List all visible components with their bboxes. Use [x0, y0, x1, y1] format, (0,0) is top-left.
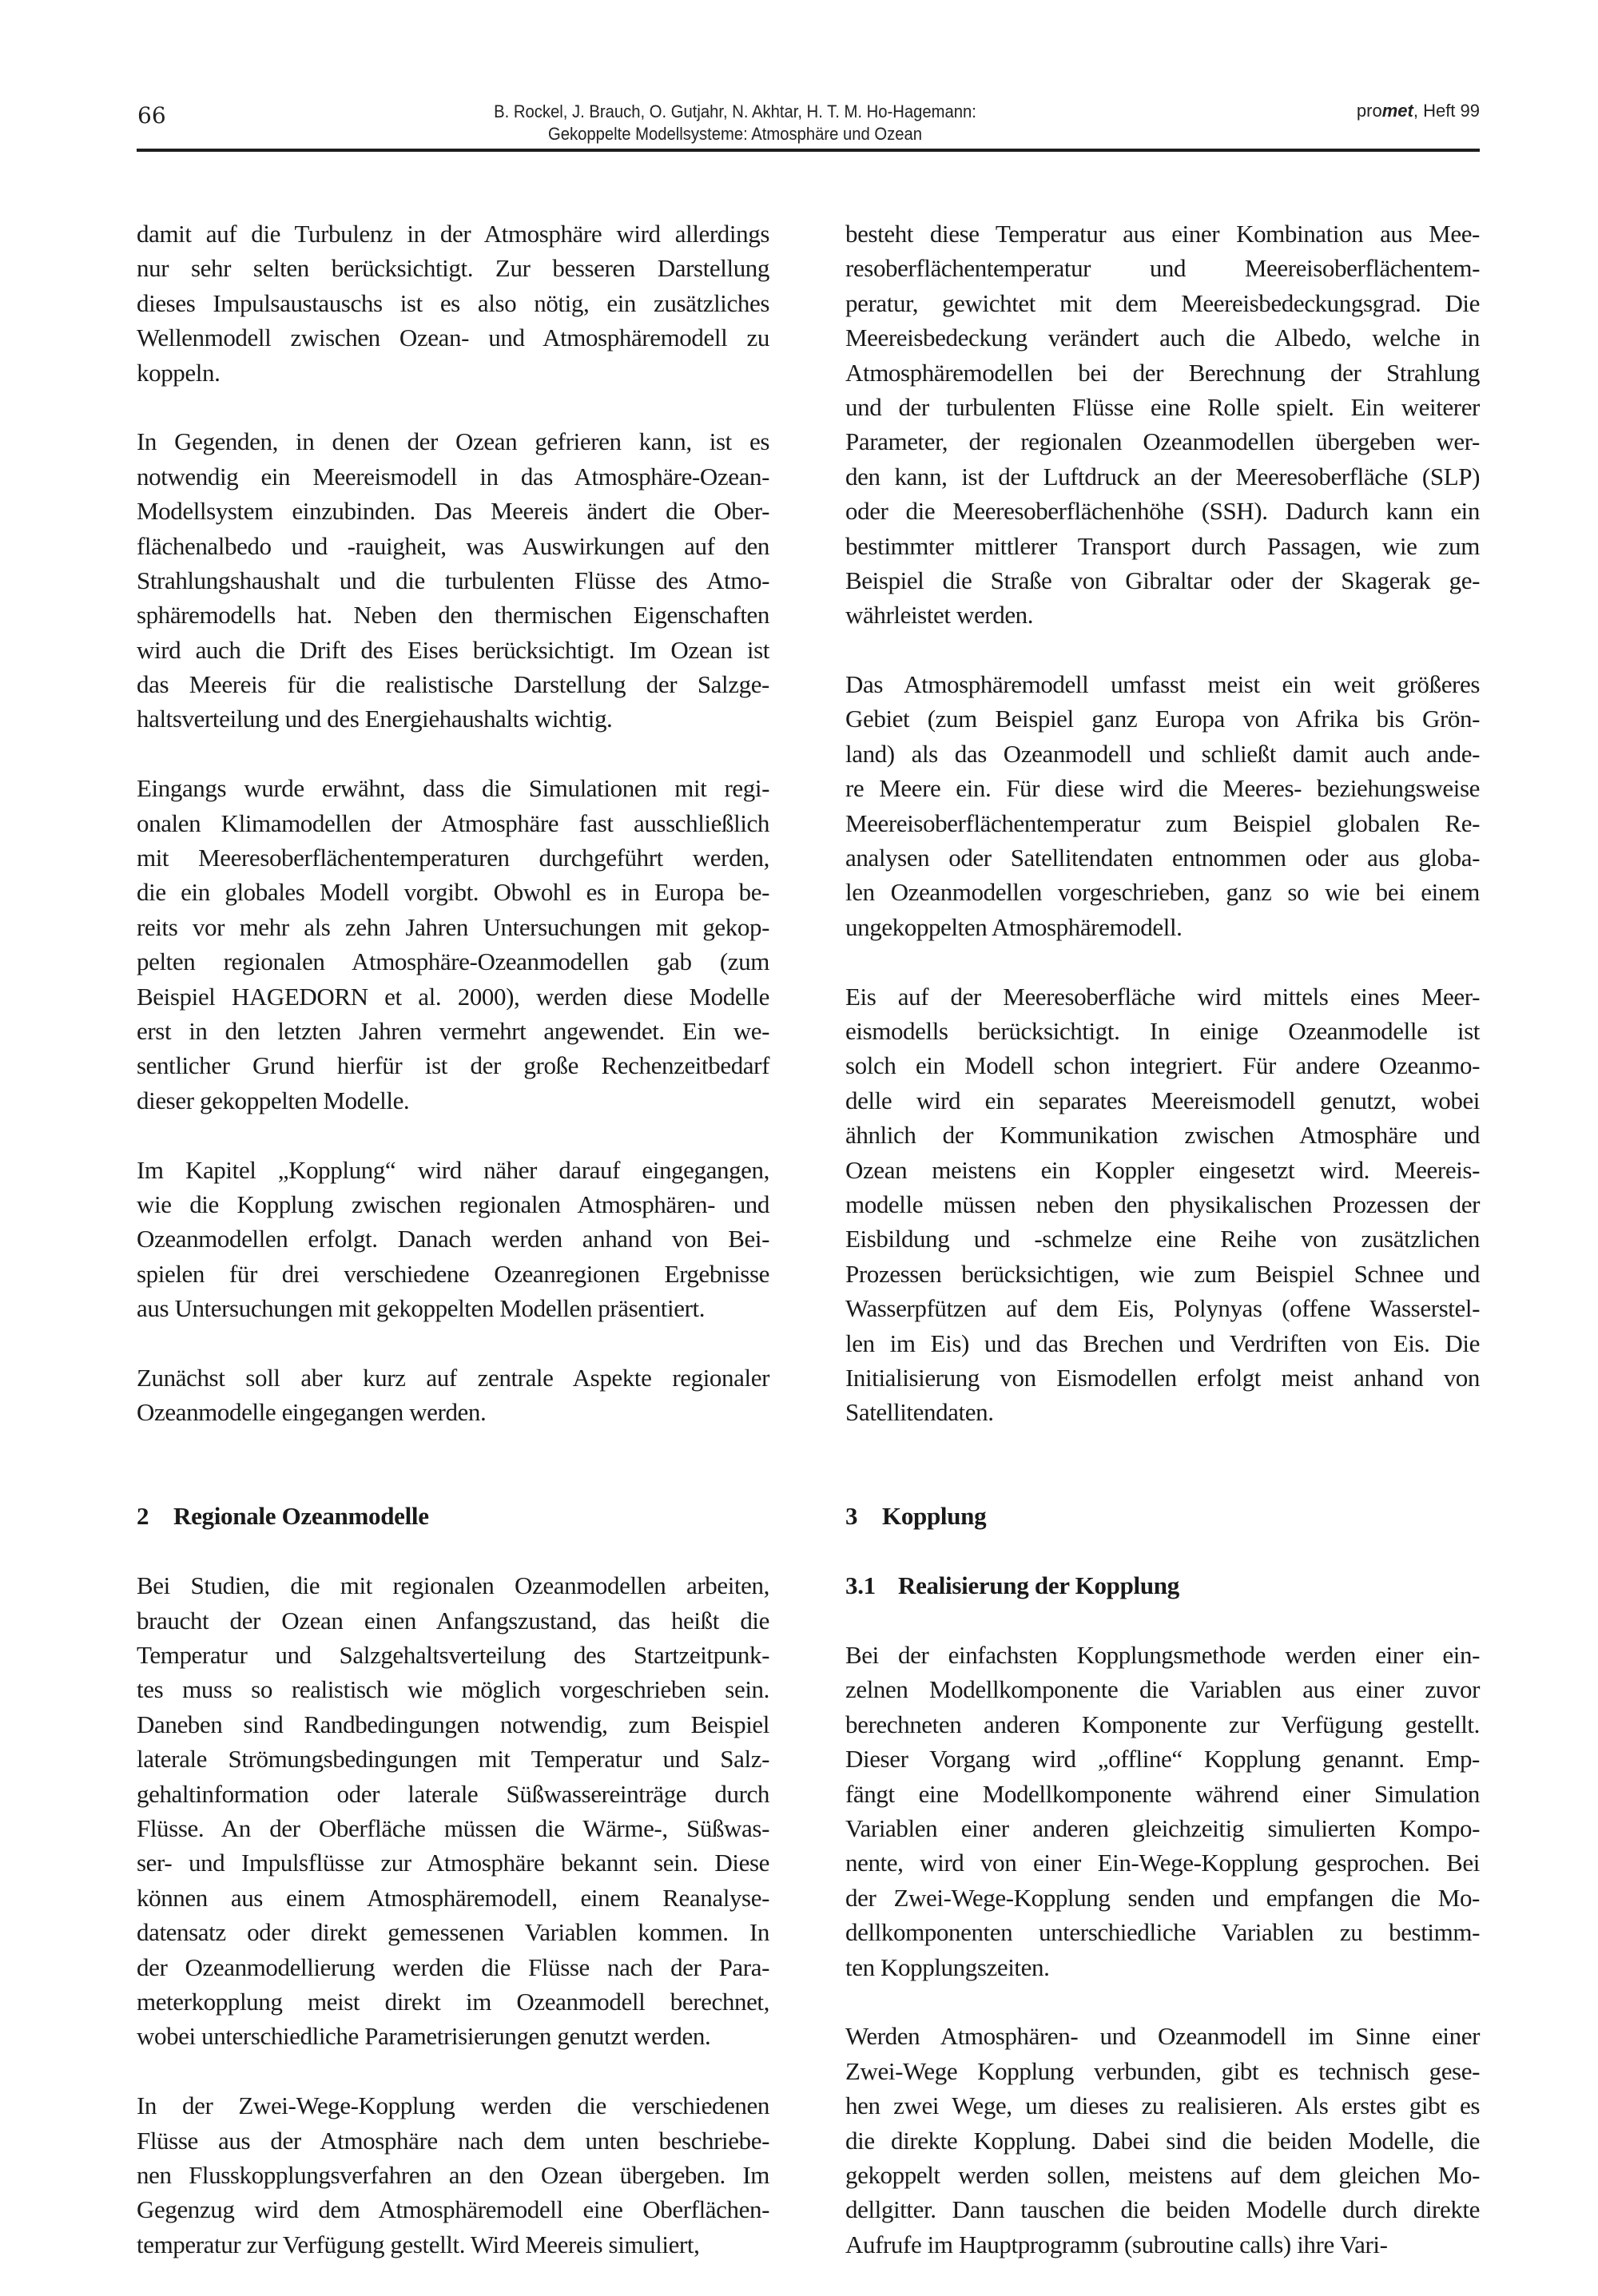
- text-line: laterale Strömungsbedingungen mit Temperatur und Salz-: [137, 1745, 769, 1774]
- text-line: wird auch die Drift des Eises berücksichtigt. Im Ozean ist: [137, 635, 769, 664]
- journal-suffix: , Heft 99: [1413, 101, 1480, 121]
- text-line: analysen oder Satellitendaten entnommen oder aus globa-: [845, 844, 1480, 872]
- text-line: Temperatur und Salzgehaltsverteilung des Startzeitpunk-: [137, 1641, 769, 1670]
- text-line: Meereisoberflächentemperatur zum Beispiel globalen Re-: [845, 808, 1480, 837]
- text-line: berechneten anderen Komponente zur Verfügung gestellt.: [845, 1710, 1480, 1738]
- text-line: Gebiet (zum Beispiel ganz Europa von Afrika bis Grön-: [845, 705, 1480, 733]
- text-line: resoberflächentemperatur und Meereisoberflächentem-: [845, 254, 1480, 283]
- text-line: können aus einem Atmosphäremodell, einem Reanalyse-: [137, 1883, 769, 1912]
- journal-emphasis: met: [1381, 101, 1413, 121]
- text-line: reits vor mehr als zehn Jahren Untersuchungen mit gekop-: [137, 912, 769, 941]
- text-line: koppeln.: [137, 358, 221, 387]
- text-line: oder die Meeresoberflächenhöhe (SSH). Dadurch kann ein: [845, 497, 1480, 526]
- text-line: In der Zwei-Wege-Kopplung werden die verschiedenen: [137, 2091, 769, 2120]
- text-line: damit auf die Turbulenz in der Atmosphäre wird allerdings: [137, 220, 769, 248]
- text-line: Aufrufe im Hauptprogramm (subroutine calls) ihre Vari-: [845, 2230, 1388, 2258]
- text-line: Eis auf der Meeresoberfläche wird mittels eines Meer-: [845, 982, 1480, 1011]
- text-line: Parameter, der regionalen Ozeanmodellen übergeben wer-: [845, 427, 1480, 456]
- text-line: der Zwei-Wege-Kopplung senden und empfangen die Mo-: [845, 1883, 1480, 1912]
- text-line: ähnlich der Kommunikation zwischen Atmosphäre und: [845, 1121, 1480, 1150]
- journal-issue: [1357, 101, 1480, 121]
- text-line: temperatur zur Verfügung gestellt. Wird Meereis simuliert,: [137, 2230, 700, 2258]
- text-line: Variablen einer anderen gleichzeitig simulierten Kompo-: [845, 1813, 1480, 1842]
- subsection-title: Realisierung der Kopplung: [898, 1571, 1179, 1600]
- text-line: Zwei-Wege Kopplung verbunden, gibt es technisch gese-: [845, 2056, 1480, 2085]
- text-line: Werden Atmosphären- und Ozeanmodell im Sinne einer: [845, 2022, 1480, 2051]
- text-line: Atmosphäremodellen bei der Berechnung der Strahlung: [845, 358, 1480, 387]
- text-line: Wellenmodell zwischen Ozean- und Atmosphäremodell zu: [137, 324, 769, 352]
- text-line: Bei der einfachsten Kopplungsmethode werden einer ein-: [845, 1641, 1480, 1670]
- text-line: und der turbulenten Flüsse eine Rolle spielt. Ein weiterer: [845, 392, 1480, 421]
- text-line: mit Meeresoberflächentemperaturen durchgeführt werden,: [137, 844, 769, 872]
- text-line: ser- und Impulsflüsse zur Atmosphäre bekannt sein. Diese: [137, 1849, 769, 1877]
- text-line: ten Kopplungszeiten.: [845, 1952, 1050, 1981]
- text-line: zelnen Modellkomponente die Variablen aus einer zuvor: [845, 1675, 1480, 1704]
- text-line: solch ein Modell schon integriert. Für andere Ozeanmo-: [845, 1051, 1480, 1080]
- text-line: das Meereis für die realistische Darstellung der Salzge-: [137, 670, 769, 699]
- paragraph: [137, 1361, 769, 1430]
- text-line: datensatz oder direkt gemessenen Variablen kommen. In: [137, 1918, 769, 1947]
- text-line: Satellitendaten.: [845, 1398, 994, 1427]
- section-number: 2: [137, 1502, 149, 1531]
- section-number: 3: [845, 1502, 858, 1531]
- text-line: die direkte Kopplung. Dabei sind die beiden Modelle, die: [845, 2126, 1480, 2155]
- paragraph: [137, 1568, 769, 2053]
- text-line: dieses Impulsaustauschs ist es also nötig, ein zusätzliches: [137, 288, 769, 317]
- text-line: den kann, ist der Luftdruck an der Meeresoberfläche (SLP): [845, 462, 1480, 491]
- paragraph: [845, 1638, 1480, 1984]
- running-head-authors: B. Rockel, J. Brauch, O. Gutjahr, N. Akhtar, H. T. M. Ho-Hagemann:: [494, 101, 976, 121]
- text-line: delle wird ein separates Meereismodell genutzt, wobei: [845, 1086, 1480, 1114]
- running-head-title: Gekoppelte Modellsysteme: Atmosphäre und Ozean: [547, 124, 923, 144]
- text-line: Dieser Vorgang wird „offline“ Kopplung genannt. Emp-: [845, 1745, 1480, 1774]
- left-column: [137, 216, 769, 2296]
- text-line: Eingangs wurde erwähnt, dass die Simulationen mit regi-: [137, 774, 769, 803]
- running-head: [471, 101, 1000, 145]
- text-line: peratur, gewichtet mit dem Meereisbedeckungsgrad. Die: [845, 288, 1480, 317]
- text-line: Zunächst soll aber kurz auf zentrale Aspekte regionaler: [137, 1363, 769, 1392]
- paragraph: [137, 2088, 769, 2262]
- subsection-heading: [845, 1568, 1480, 1603]
- text-line: Gegenzug wird dem Atmosphäremodell eine Oberflächen-: [137, 2195, 769, 2224]
- text-line: Flüsse aus der Atmosphäre nach dem unten beschriebe-: [137, 2126, 769, 2155]
- paragraph: [137, 424, 769, 737]
- text-line: gekoppelt werden sollen, meistens auf dem gleichen Mo-: [845, 2160, 1480, 2189]
- text-line: Im Kapitel „Kopplung“ wird näher darauf eingegangen,: [137, 1155, 769, 1184]
- journal-prefix: pro: [1356, 101, 1382, 121]
- paragraph: [137, 216, 769, 390]
- text-line: Eisbildung und -schmelze eine Reihe von zusätzlichen: [845, 1225, 1480, 1253]
- text-line: modelle müssen neben den physikalischen Prozessen der: [845, 1190, 1480, 1218]
- text-line: die ein globales Modell vorgibt. Obwohl es in Europa be-: [137, 878, 769, 907]
- text-line: onalen Klimamodellen der Atmosphäre fast ausschließlich: [137, 808, 769, 837]
- text-line: Beispiel HAGEDORN et al. 2000), werden diese Modelle: [137, 982, 769, 1011]
- text-line: wie die Kopplung zwischen regionalen Atmosphären- und: [137, 1190, 769, 1218]
- text-line: re Meere ein. Für diese wird die Meeres- beziehungsweise: [845, 774, 1480, 803]
- subsection-number: 3.1: [845, 1571, 876, 1600]
- text-line: Das Atmosphäremodell umfasst meist ein weit größeres: [845, 670, 1480, 699]
- text-line: Meereisbedeckung verändert auch die Albedo, welche in: [845, 324, 1480, 352]
- text-line: dellgitter. Dann tauschen die beiden Modelle durch direkte: [845, 2195, 1480, 2224]
- text-line: Wasserpfützen auf dem Eis, Polynyas (offene Wasserstel-: [845, 1294, 1480, 1323]
- text-line: dellkomponenten unterschiedliche Variablen zu bestimm-: [845, 1918, 1480, 1947]
- text-line: Ozean meistens ein Koppler eingesetzt wird. Meereis-: [845, 1155, 1480, 1184]
- section-heading: [137, 1499, 769, 1533]
- text-line: Ozeanmodelle eingegangen werden.: [137, 1398, 487, 1427]
- text-line: sentlicher Grund hierfür ist der große Rechenzeitbedarf: [137, 1051, 769, 1080]
- paragraph: [845, 979, 1480, 1430]
- text-line: eismodells berücksichtigt. In einige Ozeanmodelle ist: [845, 1016, 1480, 1045]
- paragraph: [137, 771, 769, 1118]
- text-line: nente, wird von einer Ein-Wege-Kopplung gesprochen. Bei: [845, 1849, 1480, 1877]
- paragraph: [845, 667, 1480, 944]
- text-line: währleistet werden.: [845, 601, 1034, 630]
- text-line: Ozeanmodellen erfolgt. Danach werden anhand von Bei-: [137, 1225, 769, 1253]
- paragraph: [137, 1153, 769, 1326]
- text-line: flächenalbedo und -rauigheit, was Auswirkungen auf den: [137, 531, 769, 560]
- text-line: gehaltinformation oder laterale Süßwassereinträge durch: [137, 1779, 769, 1808]
- text-line: fängt eine Modellkomponente während einer Simulation: [845, 1779, 1480, 1808]
- text-line: dieser gekoppelten Modelle.: [137, 1086, 410, 1114]
- text-line: Modellsystem einzubinden. Das Meereis ändert die Ober-: [137, 497, 769, 526]
- section-title: Kopplung: [882, 1502, 987, 1531]
- text-line: Prozessen berücksichtigen, wie zum Beispiel Schnee und: [845, 1259, 1480, 1288]
- section-heading: [845, 1499, 1480, 1533]
- text-line: len Ozeanmodellen vorgeschrieben, ganz so wie bei einem: [845, 878, 1480, 907]
- header-rule: [137, 149, 1480, 152]
- text-line: hen zwei Wege, um dieses zu realisieren. Als erstes gibt es: [845, 2091, 1480, 2120]
- page-number: 66: [137, 102, 166, 129]
- text-line: haltsverteilung und des Energiehaushalts wichtig.: [137, 705, 613, 733]
- text-line: ungekoppelten Atmosphäremodell.: [845, 912, 1183, 941]
- text-line: nur sehr selten berücksichtigt. Zur besseren Darstellung: [137, 254, 769, 283]
- text-line: Initialisierung von Eismodellen erfolgt meist anhand von: [845, 1363, 1480, 1392]
- paragraph: [845, 216, 1480, 633]
- text-line: Strahlungshaushalt und die turbulenten Flüsse des Atmo-: [137, 566, 769, 594]
- section-title: Regionale Ozeanmodelle: [173, 1502, 429, 1531]
- text-line: spielen für drei verschiedene Ozeanregionen Ergebnisse: [137, 1259, 769, 1288]
- text-line: wobei unterschiedliche Parametrisierungen genutzt werden.: [137, 2022, 711, 2051]
- text-line: meterkopplung meist direkt im Ozeanmodell berechnet,: [137, 1987, 769, 2016]
- text-line: Beispiel die Straße von Gibraltar oder der Skagerak ge-: [845, 566, 1480, 594]
- text-line: bestimmter mittlerer Transport durch Passagen, wie zum: [845, 531, 1480, 560]
- text-line: Daneben sind Randbedingungen notwendig, zum Beispiel: [137, 1710, 769, 1738]
- paragraph: [845, 2019, 1480, 2262]
- text-line: aus Untersuchungen mit gekoppelten Modellen präsentiert.: [137, 1294, 706, 1323]
- text-line: In Gegenden, in denen der Ozean gefrieren kann, ist es: [137, 427, 769, 456]
- right-column: [845, 216, 1480, 2296]
- text-line: notwendig ein Meereismodell in das Atmosphäre-Ozean-: [137, 462, 769, 491]
- text-line: sphäremodells hat. Neben den thermischen Eigenschaften: [137, 601, 769, 630]
- text-line: land) als das Ozeanmodell und schließt damit auch ande-: [845, 739, 1480, 768]
- text-line: braucht der Ozean einen Anfangszustand, das heißt die: [137, 1606, 769, 1635]
- text-line: tes muss so realistisch wie möglich vorgeschrieben sein.: [137, 1675, 769, 1704]
- text-line: nen Flusskopplungsverfahren an den Ozean übergeben. Im: [137, 2160, 769, 2189]
- text-line: Bei Studien, die mit regionalen Ozeanmodellen arbeiten,: [137, 1571, 769, 1600]
- text-line: Flüsse. An der Oberfläche müssen die Wärme-, Süßwas-: [137, 1813, 769, 1842]
- text-line: der Ozeanmodellierung werden die Flüsse nach der Para-: [137, 1952, 769, 1981]
- text-line: len im Eis) und das Brechen und Verdriften von Eis. Die: [845, 1329, 1480, 1357]
- text-line: besteht diese Temperatur aus einer Kombination aus Mee-: [845, 220, 1480, 248]
- text-line: pelten regionalen Atmosphäre-Ozeanmodellen gab (zum: [137, 947, 769, 976]
- text-line: erst in den letzten Jahren vermehrt angewendet. Ein we-: [137, 1016, 769, 1045]
